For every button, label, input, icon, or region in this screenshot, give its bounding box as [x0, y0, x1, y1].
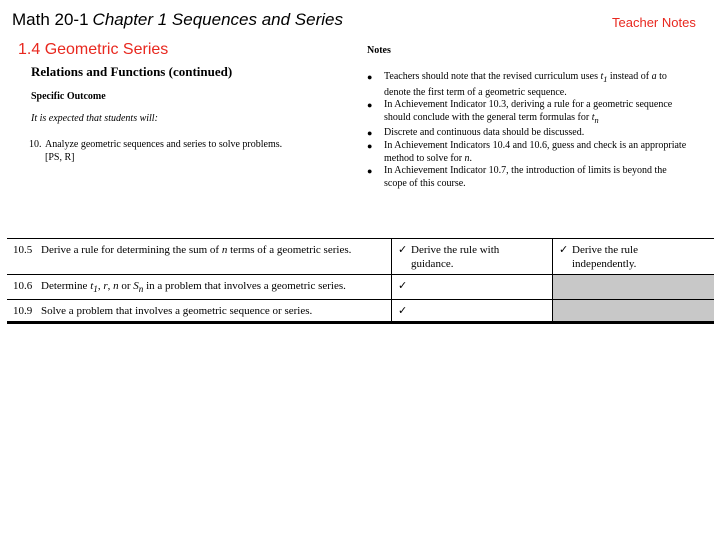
page-title	[12, 10, 343, 30]
check-icon: ✓	[559, 244, 569, 256]
indicator-text: Derive a rule for determining the sum of	[41, 244, 222, 256]
shaded-cell	[553, 275, 715, 300]
note-var-sub: 1	[603, 75, 608, 84]
indicator-var-sub: n	[138, 284, 144, 295]
bullet-icon: ●	[367, 72, 373, 82]
shaded-cell	[553, 300, 715, 323]
guidance-text: Derive the rule with guidance.	[411, 244, 500, 270]
check-icon: ✓	[398, 280, 408, 292]
note-item	[367, 140, 687, 165]
course-name: Math 20-1	[12, 10, 89, 29]
note-text: In Achievement Indicator 10.7, the introduction of limits is beyond the scope of this course.	[384, 165, 667, 189]
expectation-text: It is expected that students will:	[31, 113, 158, 124]
note-text: Teachers should note that the revised curriculum uses	[384, 71, 601, 82]
independent-text: Derive the rule independently.	[572, 244, 638, 270]
note-item	[367, 165, 687, 190]
note-var: t	[600, 71, 604, 82]
indicator-var: r	[103, 280, 108, 292]
indicator-var-sub: 1	[93, 284, 98, 295]
note-var-sub: n	[594, 115, 599, 125]
note-var: n	[464, 152, 470, 164]
note-text: .	[469, 152, 473, 164]
check-icon: ✓	[398, 244, 408, 256]
indicator-cell	[7, 239, 392, 275]
note-var: t	[591, 111, 595, 123]
relations-functions-heading: Relations and Functions (continued)	[31, 64, 233, 79]
notes-heading: Notes	[367, 45, 391, 56]
bullet-icon: ●	[367, 166, 373, 177]
indicator-text: Determine	[41, 280, 91, 292]
bullet-icon: ●	[367, 100, 373, 111]
guidance-cell	[392, 239, 553, 275]
chapter-title: Chapter 1 Sequences and Series	[92, 10, 343, 29]
note-item	[367, 99, 687, 127]
note-var: a	[651, 71, 657, 82]
indicator-text: terms of a geometric series.	[227, 244, 352, 256]
indicator-number: 10.5	[13, 244, 33, 256]
check-icon: ✓	[398, 305, 408, 318]
outcome-block	[29, 138, 282, 164]
teacher-notes-label: Teacher Notes	[612, 15, 696, 30]
note-text: to denote the first term of a geometric sequence.	[384, 71, 667, 98]
indicator-cell	[7, 300, 392, 323]
independent-cell	[553, 239, 715, 275]
indicator-text: in a problem that involves a geometric series.	[143, 280, 346, 292]
indicator-var: t	[90, 280, 94, 292]
outcome-text: Analyze geometric sequences and series to solve problems.	[45, 139, 283, 150]
outcome-codes: [PS, R]	[45, 152, 75, 163]
indicator-var: n	[221, 244, 228, 256]
indicator-number: 10.9	[13, 305, 33, 318]
note-item	[367, 71, 687, 99]
indicator-text: Solve a problem that involves a geometric sequence or series.	[41, 305, 313, 318]
indicator-text: ,	[107, 280, 114, 292]
indicator-cell	[7, 275, 392, 300]
bullet-icon: ●	[367, 140, 373, 151]
note-text: instead of	[607, 71, 652, 82]
section-title: 1.4 Geometric Series	[18, 41, 169, 58]
note-text: In Achievement Indicator 10.3, deriving a rule for a geometric sequence should conclude with the general term formulas for	[384, 99, 673, 123]
indicator-text: ,	[97, 280, 104, 292]
specific-outcome-heading: Specific Outcome	[31, 91, 106, 102]
bullet-icon: ●	[367, 128, 373, 139]
table-row	[7, 239, 714, 275]
indicators-table	[7, 238, 714, 324]
indicator-var: S	[133, 280, 139, 292]
notes-list	[367, 71, 687, 190]
table-row	[7, 300, 714, 323]
guidance-cell	[392, 300, 553, 323]
table-row	[7, 275, 714, 300]
indicator-text: or	[118, 280, 134, 292]
indicator-var: n	[113, 280, 119, 292]
note-text: In Achievement Indicators 10.4 and 10.6, guess and check is an appropriate method to solve for	[384, 139, 687, 164]
note-item	[367, 127, 687, 140]
outcome-number: 10.	[29, 139, 42, 150]
note-text: Discrete and continuous data should be discussed.	[384, 127, 585, 139]
indicator-number: 10.6	[13, 280, 33, 292]
guidance-cell	[392, 275, 553, 300]
